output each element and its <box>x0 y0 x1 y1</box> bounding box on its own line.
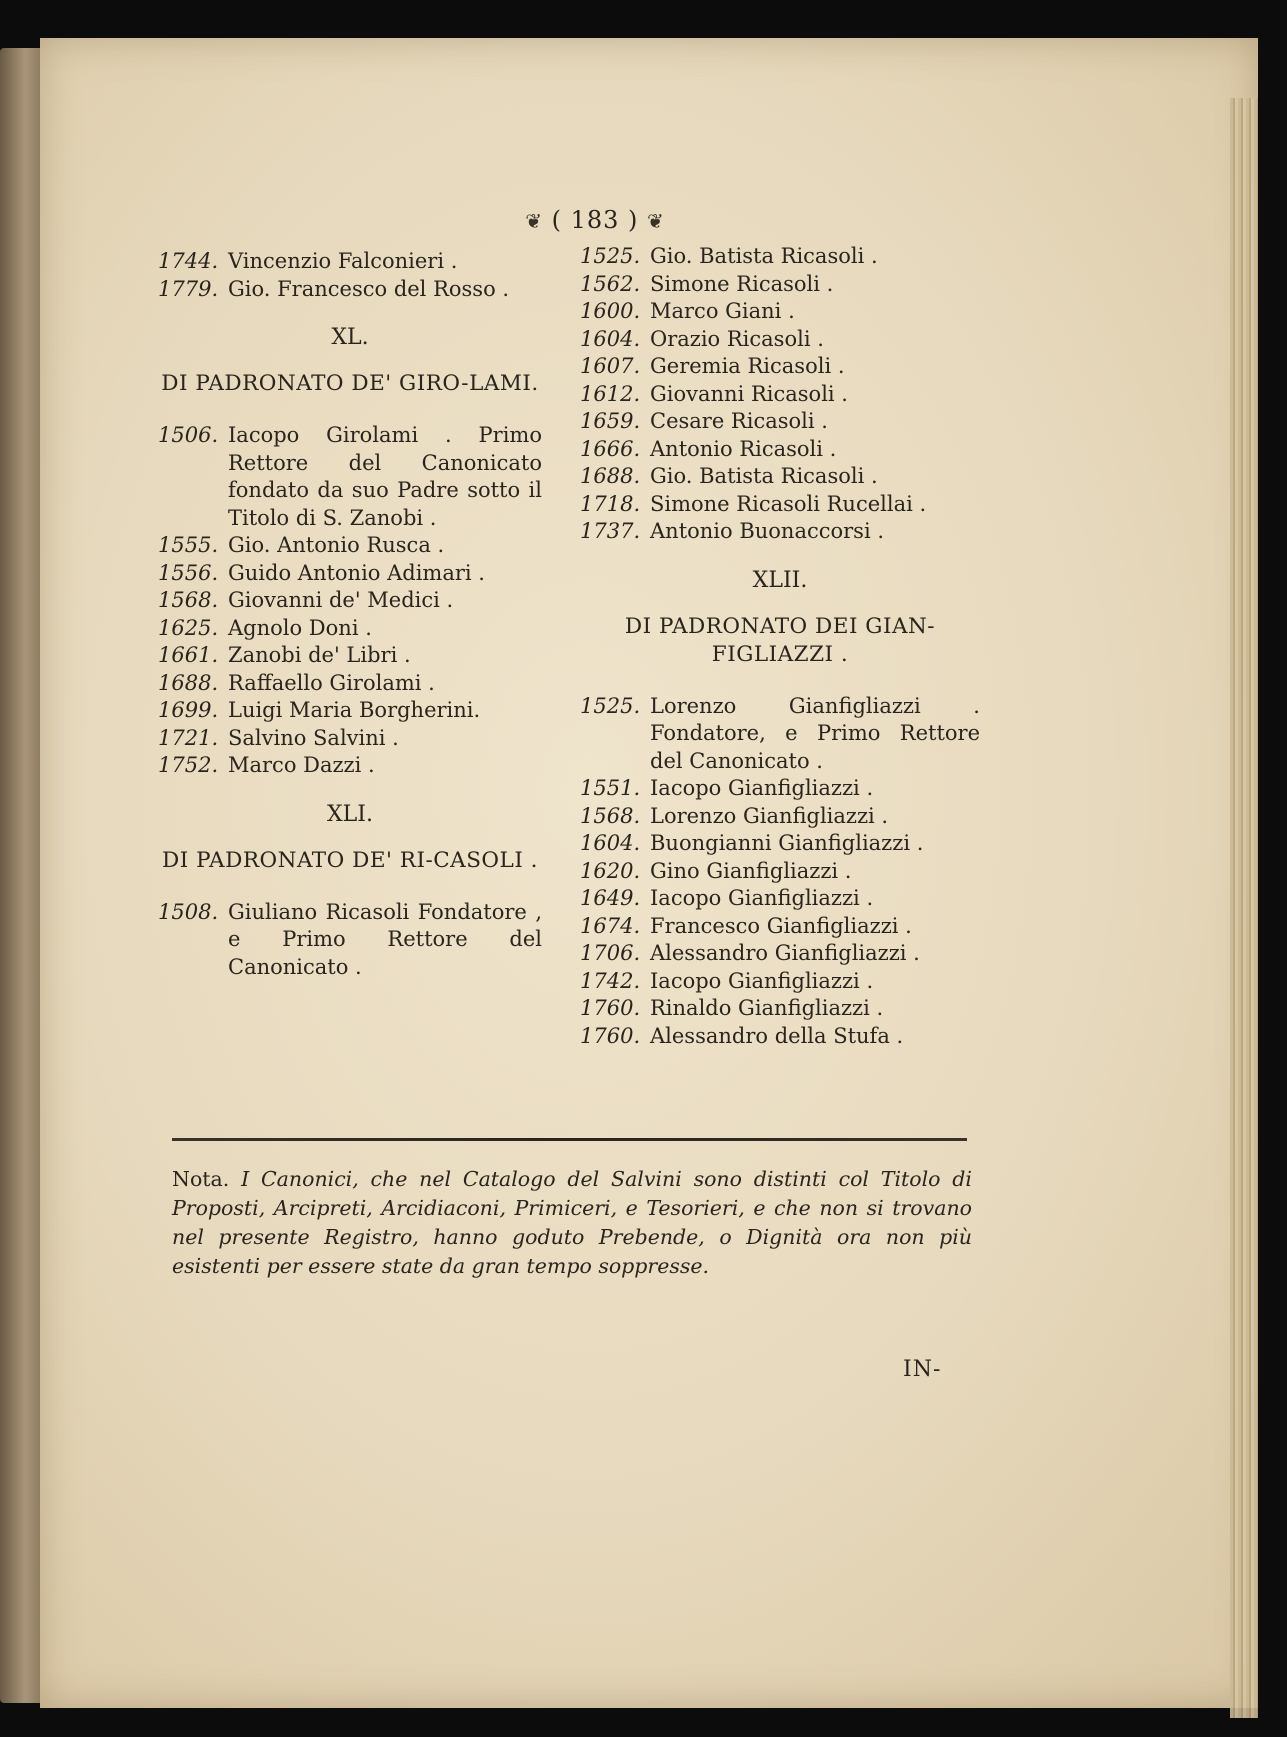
entry-name: Agnolo Doni . <box>228 615 372 640</box>
page-edge-stack <box>1230 98 1258 1718</box>
entry-year: 1752. <box>158 753 219 777</box>
entry-year: 1699. <box>158 698 219 722</box>
entry-year: 1721. <box>158 725 219 750</box>
entry-year: 1562. <box>580 271 641 296</box>
entry-name: Alessandro Gianfigliazzi . <box>650 941 920 965</box>
list-item <box>580 353 980 381</box>
catchword: IN- <box>903 1357 942 1382</box>
entry-year: 1661. <box>158 643 219 667</box>
entry-year: 1525. <box>580 693 641 718</box>
section-number-xl: XL. <box>331 325 369 350</box>
list-item <box>158 532 542 560</box>
entry-year: 1659. <box>580 409 641 433</box>
page-header <box>470 206 720 234</box>
entry-name: Iacopo Girolami . Primo Rettore del Canonicato fondato da suo Padre sotto il Titolo di S. Zanobi . <box>228 423 542 530</box>
list-item <box>158 899 542 982</box>
entry-name: Gio. Antonio Rusca . <box>228 533 445 557</box>
list-item <box>580 243 980 271</box>
entry-year: 1607. <box>580 354 641 378</box>
list-item <box>158 587 542 615</box>
list-item <box>158 276 542 304</box>
left-column <box>158 248 542 981</box>
list-item <box>580 271 980 299</box>
entry-year: 1625. <box>158 615 219 640</box>
entry-year: 1556. <box>158 560 219 585</box>
entry-name: Gino Gianfigliazzi . <box>650 858 852 883</box>
entry-name: Antonio Buonaccorsi . <box>650 519 885 543</box>
entry-year: 1718. <box>580 491 641 516</box>
section-number-xlii: XLII. <box>752 567 808 593</box>
list-item <box>158 752 542 780</box>
entry-year: 1525. <box>580 244 641 268</box>
list-item <box>158 560 542 588</box>
list-item <box>580 995 980 1023</box>
entry-name: Zanobi de' Libri . <box>228 643 411 667</box>
list-item <box>158 615 542 643</box>
section-title-ricasoli: DI PADRONATO DE' RI-CASOLI . <box>162 847 538 873</box>
entry-name: Giuliano Ricasoli Fondatore , e Primo Rettore del Canonicato . <box>228 899 542 979</box>
section-title-girolami: DI PADRONATO DE' GIRO-LAMI. <box>161 371 539 396</box>
entry-name: Lorenzo Gianfigliazzi . Fondatore, e Primo Rettore del Canonicato . <box>650 693 980 773</box>
list-item <box>580 830 980 858</box>
list-item <box>580 913 980 941</box>
entry-name: Iacopo Gianfigliazzi . <box>650 776 874 800</box>
entry-name: Francesco Gianfigliazzi . <box>650 913 912 938</box>
entry-name: Giovanni de' Medici . <box>228 588 454 612</box>
entry-name: Salvino Salvini . <box>228 725 399 750</box>
list-item <box>580 298 980 326</box>
list-item <box>580 858 980 886</box>
footnote-lead: Nota. <box>172 1167 230 1191</box>
ornament-right-icon: ❦ <box>647 209 665 233</box>
list-item <box>158 725 542 753</box>
entry-year: 1688. <box>158 670 219 695</box>
ornament-left-icon: ❦ <box>525 209 543 233</box>
entry-year: 1688. <box>580 464 641 488</box>
entry-year: 1742. <box>580 968 641 993</box>
entry-year: 1604. <box>580 326 641 351</box>
entry-name: Lorenzo Gianfigliazzi . <box>650 803 889 828</box>
entry-year: 1604. <box>580 831 641 855</box>
list-item <box>158 642 542 670</box>
entry-year: 1760. <box>580 1023 641 1048</box>
footnote-divider <box>172 1138 967 1141</box>
entry-year: 1744. <box>158 249 219 273</box>
entry-name: Simone Ricasoli . <box>650 271 834 296</box>
list-item <box>158 422 542 532</box>
entry-name: Simone Ricasoli Rucellai . <box>650 491 927 516</box>
list-item <box>580 381 980 409</box>
list-item <box>580 518 980 546</box>
list-item <box>580 436 980 464</box>
entry-name: Iacopo Gianfigliazzi . <box>650 968 874 993</box>
list-item <box>580 491 980 519</box>
list-item <box>580 968 980 996</box>
entry-name: Cesare Ricasoli . <box>650 409 828 433</box>
entry-year: 1555. <box>158 533 219 557</box>
entry-year: 1568. <box>580 803 641 828</box>
entry-year: 1620. <box>580 858 641 883</box>
entry-year: 1737. <box>580 519 641 543</box>
facing-page-edge <box>0 48 42 1703</box>
entry-year: 1666. <box>580 436 641 461</box>
list-item <box>158 697 542 725</box>
entry-year: 1706. <box>580 941 641 965</box>
entry-year: 1649. <box>580 886 641 910</box>
list-item <box>158 248 542 276</box>
list-item <box>580 775 980 803</box>
entry-year: 1568. <box>158 588 219 612</box>
entry-name: Gio. Batista Ricasoli . <box>650 244 878 268</box>
entry-year: 1674. <box>580 913 641 938</box>
entry-name: Gio. Francesco del Rosso . <box>228 276 510 301</box>
entry-name: Marco Dazzi . <box>228 753 375 777</box>
list-item <box>580 693 980 776</box>
entry-year: 1506. <box>158 423 219 447</box>
entry-name: Antonio Ricasoli . <box>650 436 837 461</box>
footnote <box>172 1165 972 1281</box>
entry-year: 1779. <box>158 276 219 301</box>
entry-name: Iacopo Gianfigliazzi . <box>650 886 874 910</box>
list-item <box>580 1023 980 1051</box>
list-item <box>580 885 980 913</box>
page-number: ( 183 ) <box>551 206 639 234</box>
list-item <box>580 326 980 354</box>
right-column <box>580 243 980 1050</box>
entry-name: Marco Giani . <box>650 299 795 323</box>
entry-name: Geremia Ricasoli . <box>650 354 845 378</box>
section-title-gianfigliazzi: DI PADRONATO DEI GIAN-FIGLIAZZI . <box>624 613 936 667</box>
entry-name: Luigi Maria Borgherini. <box>228 698 481 722</box>
entry-name: Raffaello Girolami . <box>228 670 435 695</box>
list-item <box>580 803 980 831</box>
entry-year: 1508. <box>158 899 219 924</box>
entry-year: 1600. <box>580 299 641 323</box>
section-number-xli: XLI. <box>327 801 373 827</box>
entry-name: Rinaldo Gianfigliazzi . <box>650 996 884 1020</box>
entry-name: Gio. Batista Ricasoli . <box>650 464 878 488</box>
entry-name: Guido Antonio Adimari . <box>228 560 485 585</box>
entry-name: Vincenzio Falconieri . <box>228 249 458 273</box>
entry-year: 1551. <box>580 776 641 800</box>
footnote-text: I Canonici, che nel Catalogo del Salvini sono distinti col Titolo di Proposti, Arcipreti, Arcidiaconi, Primiceri, e Tesorieri, e che non si trovano nel presente Registro, hanno goduto Prebende, o Dignità ora non più esistenti per essere state da gran tempo soppresse. <box>172 1167 972 1278</box>
entry-name: Buongianni Gianfigliazzi . <box>650 831 924 855</box>
entry-name: Orazio Ricasoli . <box>650 326 824 351</box>
list-item <box>580 463 980 491</box>
entry-name: Alessandro della Stufa . <box>650 1023 904 1048</box>
entry-year: 1760. <box>580 996 641 1020</box>
list-item <box>158 670 542 698</box>
entry-year: 1612. <box>580 381 641 406</box>
list-item <box>580 940 980 968</box>
entry-name: Giovanni Ricasoli . <box>650 381 848 406</box>
list-item <box>580 408 980 436</box>
